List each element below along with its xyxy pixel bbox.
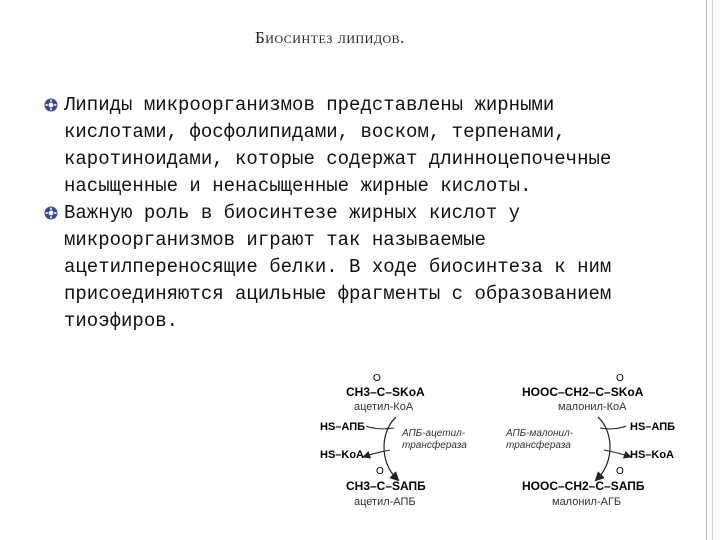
left-enzyme-line2: трансфераза [402, 440, 467, 451]
right-out-curve [604, 450, 628, 456]
left-bottom-carbonyl-o: O [376, 466, 384, 477]
right-reaction-arrow [598, 417, 610, 478]
right-top-name: малонил-КоА [558, 401, 627, 413]
right-enzyme-line2: трансфераза [506, 440, 571, 451]
left-top-name: ацетил-КоА [354, 401, 414, 413]
left-out-curve [366, 450, 390, 456]
bullet-item [44, 200, 664, 335]
scheme-svg [300, 372, 700, 522]
right-in-curve [600, 426, 626, 429]
right-bottom-name: малонил-АГБ [552, 496, 622, 508]
bullet-text: Липиды микроорганизмов представлены жирными кислотами, фосфолипидами, воском, терпенами, каротиноидами, которые содержат длинноцепочечные насыщенные и ненасыщенные жирные кислоты. [64, 94, 612, 197]
left-bottom-formula: CH3–C–SАПБ [346, 479, 426, 493]
left-top-carbonyl-o: O [373, 373, 381, 384]
right-top-formula: HOOC–CH2–C–SKoA [522, 385, 644, 399]
left-top-formula: CH3–C–SKoA [346, 385, 425, 399]
slide-right-border [706, 0, 720, 540]
right-bottom-formula: HOOC–CH2–C–SАПБ [522, 479, 645, 493]
right-out-reagent: HS–KoA [630, 449, 675, 461]
gear-bullet-icon [44, 206, 58, 220]
right-top-carbonyl-o: O [616, 373, 624, 384]
left-out-reagent: HS–KoA [320, 449, 365, 461]
bullet-list [44, 92, 664, 335]
slide-title: Биосинтез липидов. [255, 28, 405, 47]
left-enzyme-line1: АПБ-ацетил- [402, 428, 466, 439]
bullet-item [44, 92, 664, 200]
right-in-reagent: HS–АПБ [630, 421, 676, 433]
left-in-curve [366, 426, 394, 429]
left-reaction-arrow [384, 417, 396, 478]
left-in-reagent: HS–АПБ [320, 421, 366, 433]
biosynthesis-scheme [300, 372, 700, 522]
right-bottom-carbonyl-o: O [616, 466, 624, 477]
left-bottom-name: ацетил-АПБ [354, 496, 416, 508]
bullet-text: Важную роль в биосинтезе жирных кислот у микроорганизмов играют так называемые ацетилпереносящие белки. В ходе биосинтеза к ним присоединяются ацильные фрагменты с образованием тиоэфиров. [64, 202, 612, 332]
right-enzyme-line1: АПБ-малонил- [506, 428, 574, 439]
gear-bullet-icon [44, 98, 58, 112]
